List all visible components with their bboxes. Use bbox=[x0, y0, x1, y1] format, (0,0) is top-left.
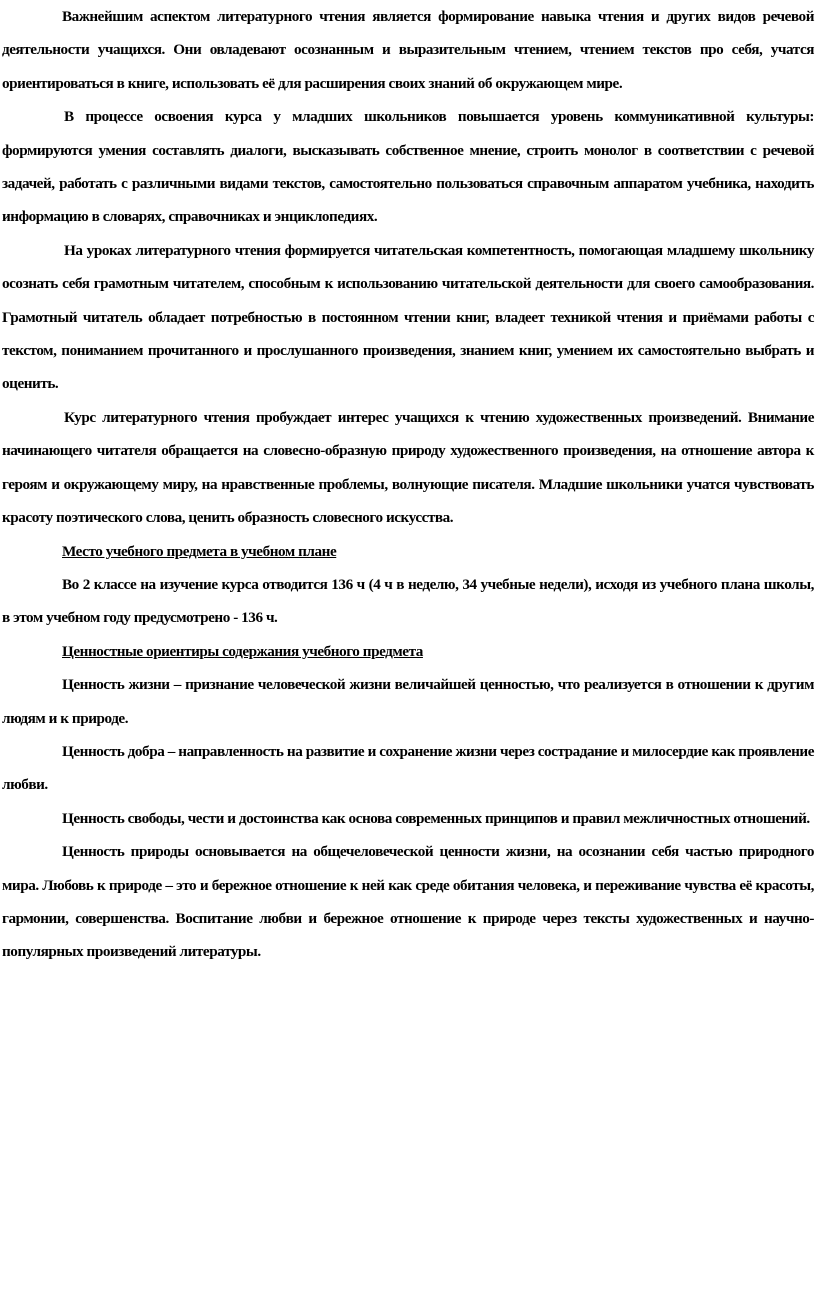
paragraph-value-life: Ценность жизни – признание человеческой жизни величайшей ценностью, что реализуется в отношении к другим людям и к природе. bbox=[2, 676, 814, 727]
paragraph-course-interest: Курс литературного чтения пробуждает интерес учащихся к чтению художественных произведений. Внимание начинающего читателя обращается на словесно-образную природу художественного произведения, на отношение автора к героям и окружающему миру, на нравственные проблемы, волнующие писателя. Младшие школьники учатся чувствовать красоту поэтического слова, ценить образность словесного искусства. bbox=[2, 408, 814, 527]
paragraph-reading-skills: Важнейшим аспектом литературного чтения является формирование навыка чтения и других видов речевой деятельности учащихся. Они овладевают осознанным и выразительным чтением, чтением текстов про себя, учатся ориентироваться в книге, использовать её для расширения своих знаний об окружающем мире. bbox=[2, 8, 814, 92]
heading-place-in-plan: Место учебного предмета в учебном плане bbox=[62, 542, 337, 560]
paragraph-value-good: Ценность добра – направленность на развитие и сохранение жизни через сострадание и милосердие как проявление любви. bbox=[2, 742, 814, 794]
paragraph-value-nature: Ценность природы основывается на общечеловеческой ценности жизни, на осознании себя частью природного мира. Любовь к природе – это и бережное отношение к ней как среде обитания человека, и переживание чувства её красоты, гармонии, совершенства. Воспитание любви и бережное отношение к природе через тексты художественных и научно-популярных произведений литературы. bbox=[2, 843, 814, 961]
paragraph-reader-competence: На уроках литературного чтения формируется читательская компетентность, помогающая младшему школьнику осознать себя грамотным читателем, способным к использованию читательской деятельности для своего самообразования. Грамотный читатель обладает потребностью в постоянном чтении книг, владеет техникой чтения и приёмами работы с текстом, пониманием прочитанного и прослушанного произведения, знанием книг, умением их самостоятельно выбрать и оценить. bbox=[2, 241, 814, 393]
paragraph-value-freedom: Ценность свободы, чести и достоинства как основа современных принципов и правил межличностных отношений. bbox=[62, 809, 810, 827]
heading-value-orientations: Ценностные ориентиры содержания учебного предмета bbox=[62, 642, 423, 660]
paragraph-hours: Во 2 классе на изучение курса отводится 136 ч (4 ч в неделю, 34 учебные недели), исходя из учебного плана школы, в этом учебном году предусмотрено - 136 ч. bbox=[2, 575, 814, 627]
paragraph-communicative-culture: В процессе освоения курса у младших школьников повышается уровень коммуникативной культуры: формируются умения составлять диалоги, высказывать собственное мнение, строить монолог в соответствии с речевой задачей, работать с различными видами текстов, самостоятельно пользоваться справочным аппаратом учебника, находить информацию в словарях, справочниках и энциклопедиях. bbox=[2, 108, 814, 226]
